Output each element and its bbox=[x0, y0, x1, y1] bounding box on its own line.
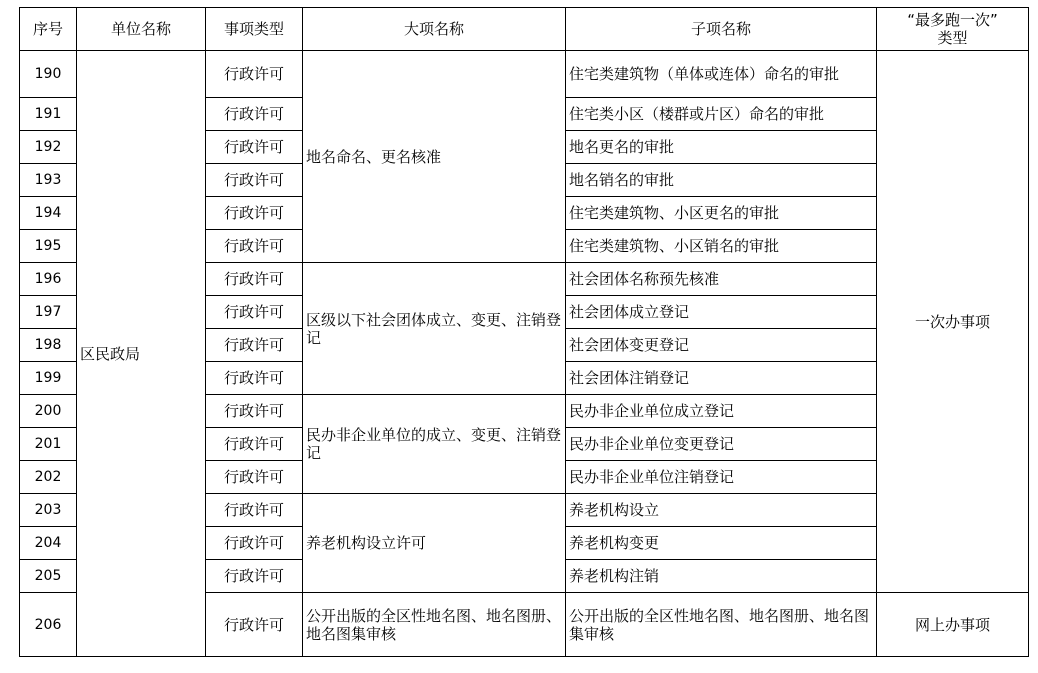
type-cell: 行政许可 bbox=[206, 395, 303, 428]
major-cell: 公开出版的全区性地名图、地名图册、地名图集审核 bbox=[303, 593, 566, 657]
type-cell: 行政许可 bbox=[206, 131, 303, 164]
header-unit: 单位名称 bbox=[77, 8, 206, 51]
type-cell: 行政许可 bbox=[206, 51, 303, 98]
sub-cell: 养老机构变更 bbox=[566, 527, 877, 560]
type-cell: 行政许可 bbox=[206, 230, 303, 263]
sub-cell: 社会团体成立登记 bbox=[566, 296, 877, 329]
seq-cell: 191 bbox=[20, 98, 77, 131]
sub-cell: 民办非企业单位变更登记 bbox=[566, 428, 877, 461]
type-cell: 行政许可 bbox=[206, 263, 303, 296]
type-cell: 行政许可 bbox=[206, 593, 303, 657]
seq-cell: 194 bbox=[20, 197, 77, 230]
sub-cell: 住宅类建筑物（单体或连体）命名的审批 bbox=[566, 51, 877, 98]
table-row bbox=[20, 51, 1029, 98]
type-cell: 行政许可 bbox=[206, 527, 303, 560]
sub-cell: 民办非企业单位成立登记 bbox=[566, 395, 877, 428]
sub-cell: 住宅类建筑物、小区更名的审批 bbox=[566, 197, 877, 230]
sub-cell: 住宅类建筑物、小区销名的审批 bbox=[566, 230, 877, 263]
header-type: 事项类型 bbox=[206, 8, 303, 51]
sub-cell: 社会团体注销登记 bbox=[566, 362, 877, 395]
header-category bbox=[877, 8, 1029, 51]
type-cell: 行政许可 bbox=[206, 461, 303, 494]
seq-cell: 198 bbox=[20, 329, 77, 362]
seq-cell: 192 bbox=[20, 131, 77, 164]
type-cell: 行政许可 bbox=[206, 296, 303, 329]
seq-cell: 199 bbox=[20, 362, 77, 395]
seq-cell: 200 bbox=[20, 395, 77, 428]
header-sub: 子项名称 bbox=[566, 8, 877, 51]
seq-cell: 193 bbox=[20, 164, 77, 197]
major-cell: 民办非企业单位的成立、变更、注销登记 bbox=[303, 395, 566, 494]
major-cell: 养老机构设立许可 bbox=[303, 494, 566, 593]
permit-table bbox=[19, 7, 1029, 657]
category-cell: 网上办事项 bbox=[877, 593, 1029, 657]
header-category-line2: 类型 bbox=[937, 29, 968, 47]
seq-cell: 203 bbox=[20, 494, 77, 527]
sub-cell: 养老机构设立 bbox=[566, 494, 877, 527]
type-cell: 行政许可 bbox=[206, 98, 303, 131]
seq-cell: 196 bbox=[20, 263, 77, 296]
unit-cell: 区民政局 bbox=[77, 51, 206, 657]
sub-cell: 社会团体变更登记 bbox=[566, 329, 877, 362]
seq-cell: 201 bbox=[20, 428, 77, 461]
seq-cell: 206 bbox=[20, 593, 77, 657]
sub-cell: 公开出版的全区性地名图、地名图册、地名图集审核 bbox=[566, 593, 877, 657]
type-cell: 行政许可 bbox=[206, 197, 303, 230]
major-cell: 区级以下社会团体成立、变更、注销登记 bbox=[303, 263, 566, 395]
type-cell: 行政许可 bbox=[206, 428, 303, 461]
sub-cell: 住宅类小区（楼群或片区）命名的审批 bbox=[566, 98, 877, 131]
header-seq: 序号 bbox=[20, 8, 77, 51]
seq-cell: 197 bbox=[20, 296, 77, 329]
type-cell: 行政许可 bbox=[206, 362, 303, 395]
type-cell: 行政许可 bbox=[206, 560, 303, 593]
type-cell: 行政许可 bbox=[206, 329, 303, 362]
sub-cell: 地名更名的审批 bbox=[566, 131, 877, 164]
major-cell: 地名命名、更名核准 bbox=[303, 51, 566, 263]
seq-cell: 195 bbox=[20, 230, 77, 263]
type-cell: 行政许可 bbox=[206, 164, 303, 197]
header-row bbox=[20, 8, 1029, 51]
sub-cell: 养老机构注销 bbox=[566, 560, 877, 593]
type-cell: 行政许可 bbox=[206, 494, 303, 527]
sub-cell: 地名销名的审批 bbox=[566, 164, 877, 197]
sub-cell: 民办非企业单位注销登记 bbox=[566, 461, 877, 494]
seq-cell: 204 bbox=[20, 527, 77, 560]
seq-cell: 202 bbox=[20, 461, 77, 494]
header-major: 大项名称 bbox=[303, 8, 566, 51]
sub-cell: 社会团体名称预先核准 bbox=[566, 263, 877, 296]
header-category-line1: “最多跑一次” bbox=[907, 11, 998, 29]
seq-cell: 190 bbox=[20, 51, 77, 98]
category-cell: 一次办事项 bbox=[877, 51, 1029, 593]
seq-cell: 205 bbox=[20, 560, 77, 593]
